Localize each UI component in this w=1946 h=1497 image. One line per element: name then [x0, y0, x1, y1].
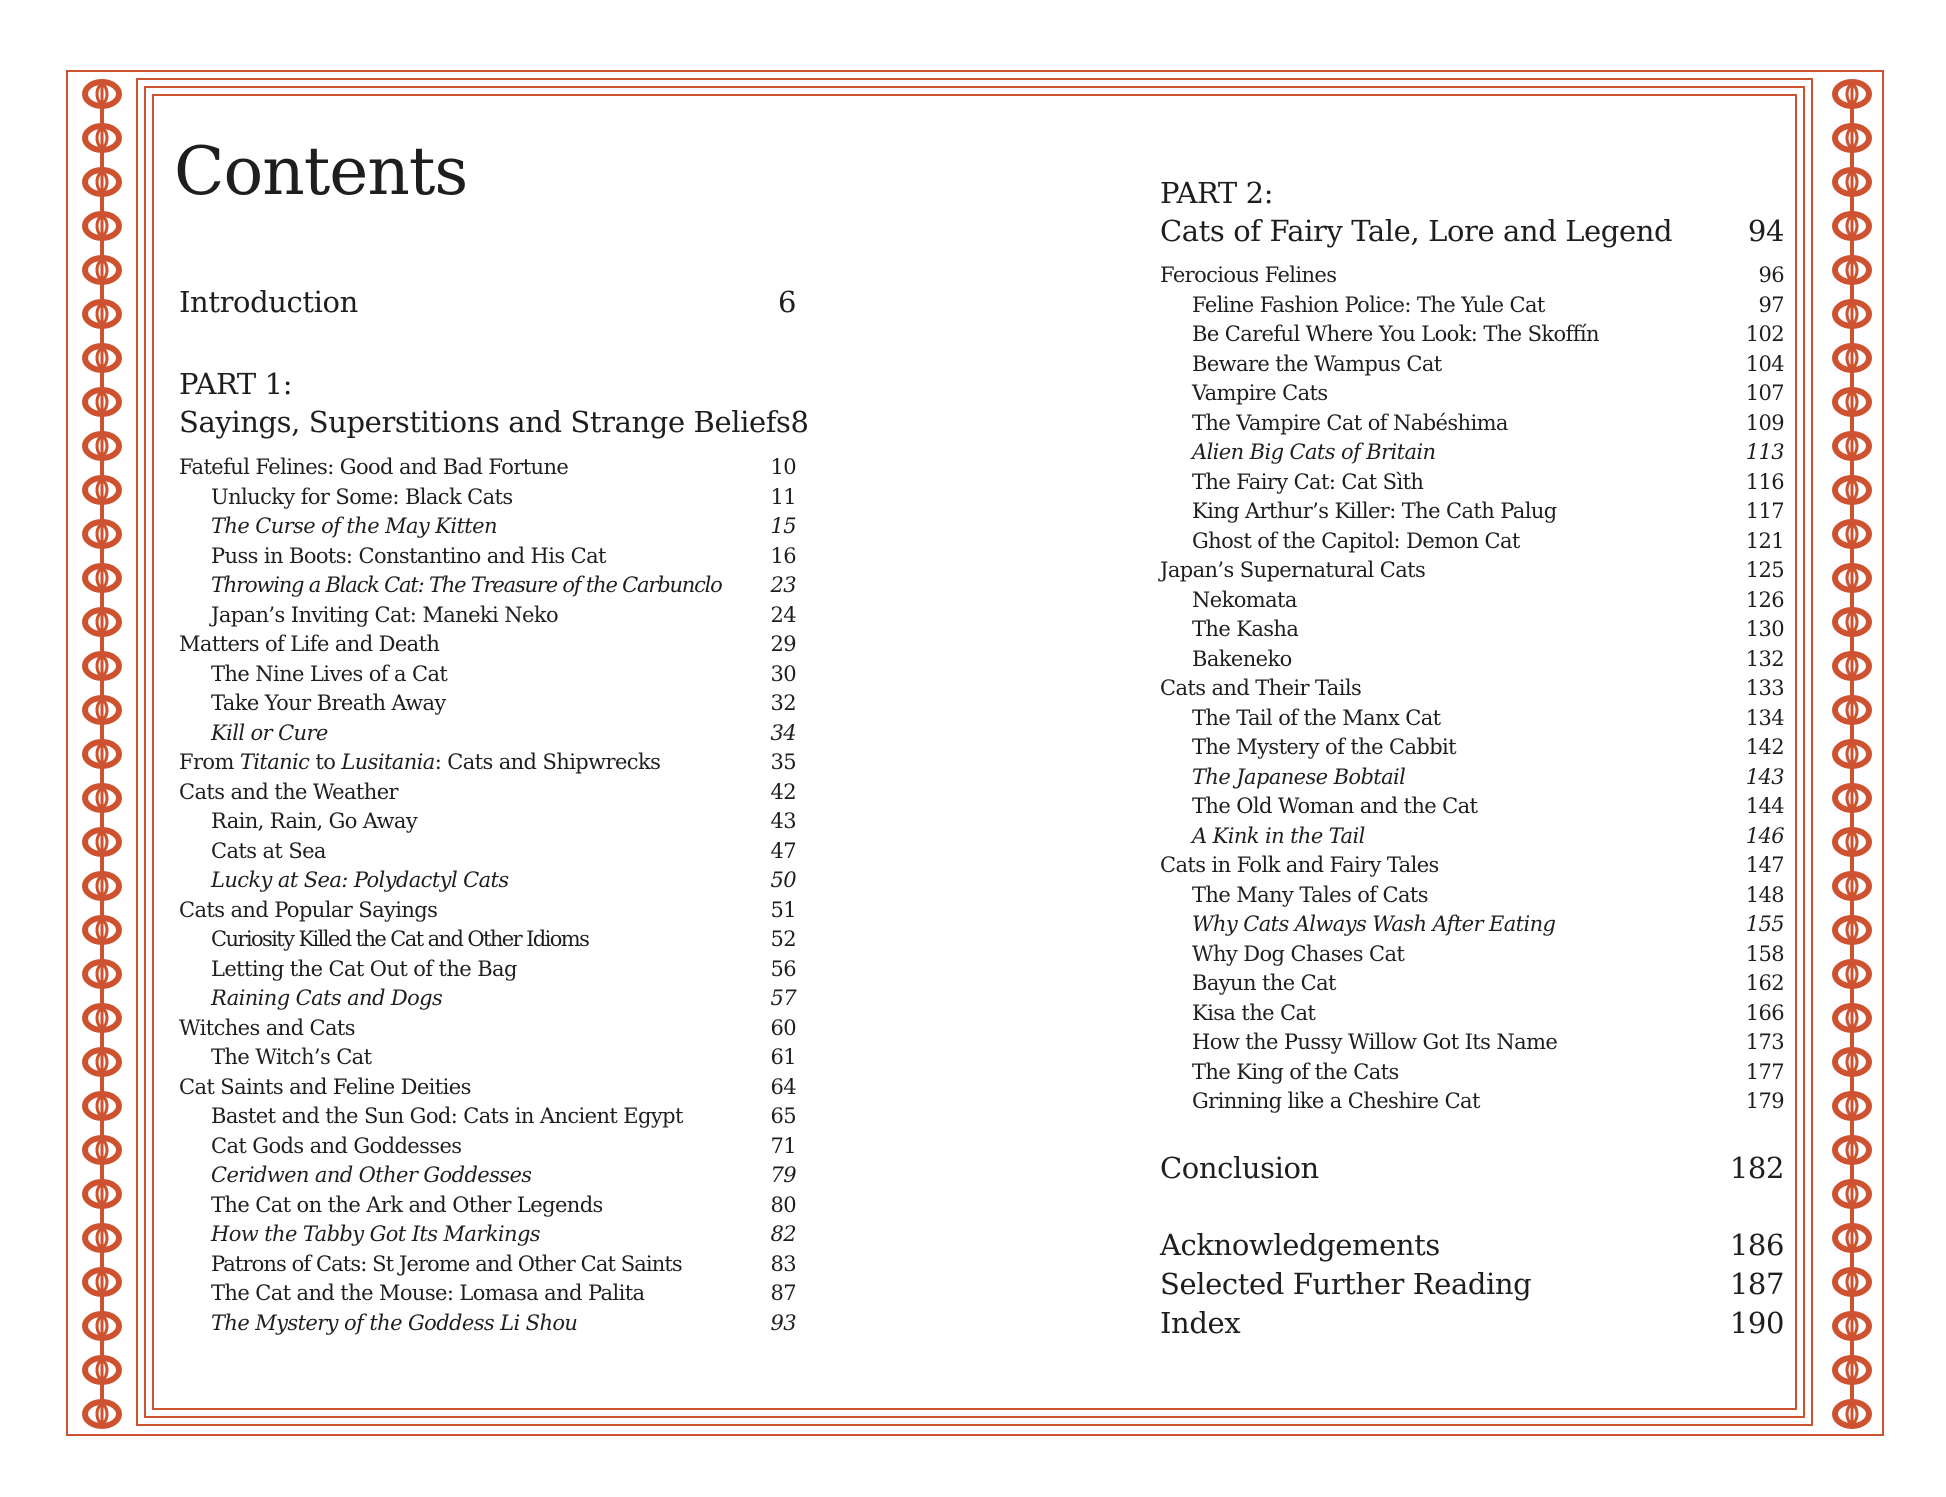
toc-entry-page: 146: [1745, 823, 1784, 848]
toc-part-1-heading[interactable]: [179, 403, 809, 441]
eye-ornament-icon: [85, 698, 119, 740]
toc-entry-title: Puss in Boots: Constantino and His Cat: [211, 543, 606, 568]
toc-entry-title: The Curse of the May Kitten: [211, 514, 497, 538]
part-2-label: PART 2:: [1160, 176, 1274, 210]
toc-entry-title: Cats at Sea: [211, 838, 326, 863]
toc-section[interactable]: [179, 896, 796, 925]
toc-entry-title: The Mystery of the Cabbit: [1192, 735, 1457, 759]
eye-ornament-icon: [85, 1226, 119, 1268]
toc-entry-page: 125: [1745, 558, 1784, 582]
toc-entry-page: 35: [770, 750, 796, 774]
toc-entry-title: Cat Gods and Goddesses: [211, 1133, 462, 1158]
toc-entry-title: How the Pussy Willow Got Its Name: [1192, 1030, 1558, 1054]
toc-subsection[interactable]: [1192, 291, 1784, 320]
eye-ornament-icon: [1835, 918, 1869, 960]
eye-ornament-icon: [1835, 786, 1869, 828]
eye-ornament-icon: [1835, 434, 1869, 476]
toc-entry-title: The Vampire Cat of Nabéshima: [1192, 410, 1508, 435]
eye-ornament-icon: [1835, 1138, 1869, 1180]
toc-entry-page: 52: [770, 927, 796, 951]
eye-ornament-icon: [85, 654, 119, 696]
toc-entry-title: The Mystery of the Goddess Li Shou: [211, 1310, 578, 1335]
toc-entry-page: 61: [770, 1045, 796, 1069]
toc-entry-title: Bayun the Cat: [1192, 971, 1336, 995]
toc-entry-title: The Many Tales of Cats: [1192, 882, 1428, 907]
toc-subsection[interactable]: [211, 483, 796, 512]
toc-feature[interactable]: [211, 1161, 796, 1190]
toc-entry-title: Letting the Cat Out of the Bag: [211, 956, 517, 981]
toc-entry-page: 104: [1745, 351, 1784, 376]
toc-section[interactable]: [1160, 556, 1784, 585]
toc-entry-title: Take Your Breath Away: [211, 691, 446, 715]
part-1-label: PART 1:: [179, 367, 293, 401]
toc-entry-title: The King of the Cats: [1192, 1059, 1399, 1084]
toc-feature[interactable]: [211, 866, 796, 895]
page-title: Contents: [174, 133, 468, 210]
toc-entry-title: The Cat on the Ark and Other Legends: [211, 1192, 603, 1217]
toc-subsection[interactable]: [211, 837, 796, 866]
eye-ornament-icon: [85, 1006, 119, 1048]
toc-index[interactable]: [1160, 1304, 1784, 1342]
toc-entry-title: Alien Big Cats of Britain: [1192, 440, 1436, 464]
eye-ornament-icon: [85, 126, 119, 168]
toc-entry-page: 148: [1745, 882, 1784, 907]
toc-entry-page: 143: [1745, 764, 1784, 789]
toc-entry-page: 109: [1745, 410, 1784, 435]
toc-entry-title: Japan’s Supernatural Cats: [1160, 558, 1426, 582]
toc-subsection[interactable]: [1192, 940, 1784, 969]
eye-ornament-icon: [1835, 170, 1869, 212]
toc-entry-title: King Arthur’s Killer: The Cath Palug: [1192, 499, 1557, 523]
toc-subsection[interactable]: [1192, 615, 1784, 644]
eye-ornament-icon: [1835, 1006, 1869, 1048]
toc-entry-title: Grinning like a Cheshire Cat: [1192, 1089, 1480, 1113]
toc-entry-title: Cats and Popular Sayings: [179, 897, 438, 922]
toc-entry-title: Throwing a Black Cat: The Treasure of the Carbunclo: [211, 573, 722, 597]
toc-further-reading[interactable]: [1160, 1265, 1784, 1303]
toc-entry-page: 24: [770, 602, 796, 627]
toc-entry-page: 83: [770, 1251, 796, 1276]
toc-entry-page: 166: [1745, 1000, 1784, 1025]
toc-entry-page: 42: [770, 779, 796, 804]
toc-subsection[interactable]: [1192, 733, 1784, 762]
toc-entry-title: Why Cats Always Wash After Eating: [1192, 912, 1556, 936]
toc-subsection[interactable]: [211, 601, 796, 630]
toc-section[interactable]: [179, 1073, 796, 1102]
eye-ornament-icon: [85, 522, 119, 564]
eye-ornament-icon: [1835, 346, 1869, 388]
toc-entry-title: Fateful Felines: Good and Bad Fortune: [179, 455, 569, 479]
eye-ornament-icon: [85, 1314, 119, 1356]
toc-entry-title: Introduction: [179, 285, 358, 319]
eye-ornament-icon: [1835, 566, 1869, 608]
toc-entry-page: 130: [1745, 617, 1784, 641]
toc-entry-page: 117: [1745, 499, 1784, 523]
toc-entry-page: 132: [1745, 646, 1784, 671]
toc-subsection[interactable]: [211, 1102, 796, 1131]
toc-subsection[interactable]: [211, 1250, 796, 1279]
eye-ornament-icon: [85, 302, 119, 344]
eye-ornament-icon: [85, 1182, 119, 1224]
eye-ornament-icon: [1835, 214, 1869, 256]
toc-subsection[interactable]: [1192, 379, 1784, 408]
eye-ornament-icon: [85, 830, 119, 872]
toc-entry-title: Feline Fashion Police: The Yule Cat: [1192, 292, 1545, 317]
eye-ornament-icon: [1835, 258, 1869, 300]
eye-ornament-icon: [1835, 874, 1869, 916]
toc-entry-title: Raining Cats and Dogs: [211, 986, 443, 1010]
toc-entry-page: 116: [1745, 469, 1784, 494]
toc-entry-page: 30: [770, 661, 796, 686]
eye-ornament-icon: [1835, 1094, 1869, 1136]
toc-entry-page: 23: [770, 573, 796, 597]
toc-entry-title: Witches and Cats: [179, 1015, 355, 1040]
toc-entry-title: Be Careful Where You Look: The Skoffín: [1192, 322, 1599, 346]
toc-entry-page: 173: [1745, 1030, 1784, 1054]
toc-subsection[interactable]: [1192, 527, 1784, 556]
toc-entry-page: 60: [770, 1015, 796, 1040]
toc-entry-page: 15: [770, 514, 796, 538]
toc-entry-page: 147: [1745, 853, 1784, 877]
toc-entry-title: Japan’s Inviting Cat: Maneki Neko: [211, 602, 558, 627]
toc-entry-page: 113: [1745, 440, 1784, 464]
eye-ornament-strip-left: [70, 72, 134, 1434]
eye-ornament-icon: [1835, 1402, 1869, 1426]
toc-entry-title: Nekomata: [1192, 587, 1297, 612]
eye-ornament-icon: [85, 478, 119, 520]
toc-entry-title: Cats and Their Tails: [1160, 676, 1362, 700]
toc-entry-title: Vampire Cats: [1192, 381, 1328, 405]
toc-title-part: From: [179, 750, 240, 774]
toc-subsection[interactable]: [1192, 792, 1784, 821]
toc-section[interactable]: [1160, 851, 1784, 880]
eye-ornament-icon: [85, 1050, 119, 1092]
toc-entry-page: 79: [770, 1163, 796, 1187]
eye-ornament-icon: [1835, 610, 1869, 652]
eye-ornament-icon: [1835, 1226, 1869, 1268]
eye-ornament-icon: [85, 1270, 119, 1312]
eye-ornament-icon: [85, 1094, 119, 1136]
toc-entry-title: How the Tabby Got Its Markings: [211, 1222, 540, 1246]
eye-ornament-icon: [85, 566, 119, 608]
toc-subsection[interactable]: [211, 542, 796, 571]
eye-ornament-icon: [85, 82, 119, 124]
toc-entry-title: Kisa the Cat: [1192, 1000, 1316, 1025]
toc-section[interactable]: [179, 630, 796, 659]
toc-entry-title: Bastet and the Sun God: Cats in Ancient Egypt: [211, 1104, 683, 1128]
toc-feature[interactable]: [1192, 910, 1784, 939]
toc-subsection[interactable]: [211, 660, 796, 689]
eye-ornament-icon: [1835, 126, 1869, 168]
eye-ornament-icon: [85, 258, 119, 300]
toc-section[interactable]: [1160, 674, 1784, 703]
eye-ornament-icon: [1835, 962, 1869, 1004]
toc-conclusion[interactable]: [1160, 1149, 1784, 1187]
toc-section[interactable]: [179, 778, 796, 807]
toc-entry-title: Bakeneko: [1192, 646, 1292, 671]
toc-feature[interactable]: [211, 1309, 796, 1338]
toc-entry-page: 57: [770, 986, 796, 1010]
toc-entry-page: 187: [1729, 1267, 1784, 1301]
toc-entry-page: 182: [1729, 1151, 1784, 1185]
toc-feature[interactable]: [211, 1220, 796, 1249]
toc-subsection[interactable]: [1192, 1028, 1784, 1057]
toc-section[interactable]: [179, 748, 796, 777]
toc-entry-title: Selected Further Reading: [1160, 1267, 1532, 1301]
toc-subsection[interactable]: [1192, 1087, 1784, 1116]
toc-entry-title: The Kasha: [1192, 617, 1299, 641]
toc-section[interactable]: [179, 453, 796, 482]
toc-subsection[interactable]: [1192, 409, 1784, 438]
eye-ornament-icon: [85, 434, 119, 476]
toc-entry-page: 51: [770, 897, 796, 922]
toc-feature[interactable]: [1192, 822, 1784, 851]
toc-entry-page: 107: [1745, 381, 1784, 405]
toc-title-part: : Cats and Shipwrecks: [434, 750, 661, 774]
toc-entry-page: 32: [770, 691, 796, 715]
toc-title-part: to: [309, 750, 342, 774]
toc-entry-page: 144: [1745, 794, 1784, 818]
eye-ornament-icon: [1835, 522, 1869, 564]
toc-entry-title: The Cat and the Mouse: Lomasa and Palita: [211, 1281, 645, 1305]
toc-entry-page: 65: [770, 1104, 796, 1128]
toc-entry-page: 47: [770, 838, 796, 863]
toc-entry-page: 10: [770, 455, 796, 479]
toc-entry-page: 134: [1745, 705, 1784, 730]
toc-entry-page: 93: [770, 1310, 796, 1335]
toc-entry-page: 71: [770, 1133, 796, 1158]
toc-introduction[interactable]: [179, 283, 796, 321]
toc-subsection[interactable]: [1192, 969, 1784, 998]
eye-ornament-icon: [85, 962, 119, 1004]
toc-feature[interactable]: [211, 512, 796, 541]
toc-subsection[interactable]: [1192, 704, 1784, 733]
toc-entry-page: 177: [1745, 1059, 1784, 1084]
toc-entry-title: The Old Woman and the Cat: [1192, 794, 1478, 818]
toc-acknowledgements[interactable]: [1160, 1226, 1784, 1264]
eye-ornament-icon: [85, 346, 119, 388]
toc-feature[interactable]: [211, 571, 796, 600]
toc-subsection[interactable]: [211, 1132, 796, 1161]
toc-subsection[interactable]: [1192, 1058, 1784, 1087]
toc-entry-page: 142: [1745, 735, 1784, 759]
toc-entry-title: The Nine Lives of a Cat: [211, 661, 448, 686]
toc-entry-page: 179: [1745, 1089, 1784, 1113]
eye-ornament-strip-right: [1820, 72, 1884, 1434]
eye-ornament-icon: [1835, 1050, 1869, 1092]
toc-subsection[interactable]: [1192, 468, 1784, 497]
toc-entry-title: The Witch’s Cat: [211, 1045, 372, 1069]
toc-entry-page: 16: [770, 543, 796, 568]
toc-entry-page: 186: [1729, 1228, 1784, 1262]
toc-entry-title: Rain, Rain, Go Away: [211, 809, 418, 833]
eye-ornament-icon: [1835, 1270, 1869, 1312]
toc-entry-title: Cats and the Weather: [179, 779, 398, 804]
eye-ornament-icon: [1835, 830, 1869, 872]
toc-entry-title: The Fairy Cat: Cat Sìth: [1192, 469, 1424, 494]
toc-entry-page: 97: [1758, 292, 1784, 317]
toc-entry-title: Patrons of Cats: St Jerome and Other Cat Saints: [211, 1251, 682, 1276]
eye-ornament-icon: [85, 1358, 119, 1400]
eye-ornament-icon: [1835, 1358, 1869, 1400]
toc-entry-title: Curiosity Killed the Cat and Other Idioms: [211, 927, 589, 951]
toc-entry-page: 6: [777, 285, 796, 319]
toc-part-page: 94: [1747, 214, 1784, 248]
eye-ornament-icon: [1835, 302, 1869, 344]
toc-entry-page: 133: [1745, 676, 1784, 700]
toc-entry-title: Acknowledgements: [1160, 1228, 1440, 1262]
ship-name-lusitania: Lusitania: [341, 750, 435, 774]
toc-entry-title: Matters of Life and Death: [179, 632, 440, 656]
toc-entry-page: 121: [1745, 528, 1784, 553]
right-ornament-strip: [1820, 72, 1884, 1434]
eye-ornament-icon: [1835, 390, 1869, 432]
toc-entry-page: 82: [770, 1222, 796, 1246]
eye-ornament-icon: [1835, 654, 1869, 696]
toc-subsection[interactable]: [1192, 497, 1784, 526]
toc-entry-title: Why Dog Chases Cat: [1192, 941, 1405, 966]
toc-entry-page: 11: [770, 484, 796, 509]
toc-entry-title: The Tail of the Manx Cat: [1192, 705, 1441, 730]
toc-subsection[interactable]: [211, 1043, 796, 1072]
eye-ornament-icon: [85, 742, 119, 784]
toc-subsection[interactable]: [211, 925, 796, 954]
toc-section[interactable]: [1160, 261, 1784, 290]
eye-ornament-icon: [1835, 698, 1869, 740]
toc-subsection[interactable]: [211, 807, 796, 836]
eye-ornament-icon: [85, 214, 119, 256]
toc-entry-title: Kill or Cure: [211, 720, 328, 745]
toc-entry-title: Beware the Wampus Cat: [1192, 351, 1442, 376]
toc-entry-title: Ghost of the Capitol: Demon Cat: [1192, 528, 1520, 553]
toc-entry-title: Lucky at Sea: Polydactyl Cats: [211, 868, 509, 892]
toc-entry-title: Ceridwen and Other Goddesses: [211, 1163, 532, 1187]
toc-part-title: Cats of Fairy Tale, Lore and Legend: [1160, 214, 1673, 248]
toc-entry-title: Cat Saints and Feline Deities: [179, 1074, 471, 1099]
toc-part-title: Sayings, Superstitions and Strange Beliefs: [179, 405, 791, 439]
eye-ornament-icon: [1835, 82, 1869, 124]
toc-entry-page: 190: [1729, 1306, 1784, 1340]
toc-entry-title: Conclusion: [1160, 1151, 1319, 1185]
eye-ornament-icon: [85, 874, 119, 916]
toc-subsection[interactable]: [211, 1279, 796, 1308]
toc-entry-page: 155: [1745, 912, 1784, 936]
toc-subsection[interactable]: [1192, 881, 1784, 910]
toc-entry-page: 87: [770, 1281, 796, 1305]
toc-entry-page: 158: [1745, 941, 1784, 966]
toc-subsection[interactable]: [1192, 586, 1784, 615]
toc-entry-page: 43: [770, 809, 796, 833]
toc-entry-page: 64: [770, 1074, 796, 1099]
toc-entry-page: 29: [770, 632, 796, 656]
eye-ornament-icon: [1835, 1182, 1869, 1224]
toc-part-page: 8: [790, 405, 809, 439]
toc-feature[interactable]: [211, 984, 796, 1013]
eye-ornament-icon: [85, 786, 119, 828]
eye-ornament-icon: [1835, 478, 1869, 520]
toc-entry-page: 162: [1745, 971, 1784, 995]
toc-feature[interactable]: [1192, 438, 1784, 467]
toc-part-2-heading[interactable]: [1160, 212, 1784, 250]
toc-entry-page: 96: [1758, 263, 1784, 287]
toc-subsection[interactable]: [1192, 320, 1784, 349]
toc-entry-title: A Kink in the Tail: [1192, 823, 1365, 848]
eye-ornament-icon: [85, 390, 119, 432]
toc-entry-title: Index: [1160, 1306, 1241, 1340]
toc-feature[interactable]: [211, 719, 796, 748]
toc-feature[interactable]: [1192, 763, 1784, 792]
eye-ornament-icon: [85, 1402, 119, 1426]
eye-ornament-icon: [85, 918, 119, 960]
toc-entry-page: 80: [770, 1192, 796, 1217]
eye-ornament-icon: [85, 610, 119, 652]
toc-entry-page: 102: [1745, 322, 1784, 346]
toc-entry-page: 56: [770, 956, 796, 981]
ship-name-titanic: Titanic: [239, 750, 310, 774]
toc-subsection[interactable]: [211, 955, 796, 984]
toc-subsection[interactable]: [211, 1191, 796, 1220]
toc-entry-title: Cats in Folk and Fairy Tales: [1160, 853, 1439, 877]
eye-ornament-icon: [1835, 1314, 1869, 1356]
toc-subsection[interactable]: [211, 689, 796, 718]
toc-subsection[interactable]: [1192, 645, 1784, 674]
toc-subsection[interactable]: [1192, 999, 1784, 1028]
eye-ornament-icon: [85, 170, 119, 212]
toc-entry-title: Ferocious Felines: [1160, 263, 1337, 287]
toc-subsection[interactable]: [1192, 350, 1784, 379]
toc-entry-page: 34: [770, 720, 796, 745]
left-ornament-strip: [70, 72, 134, 1434]
toc-section[interactable]: [179, 1014, 796, 1043]
eye-ornament-icon: [85, 1138, 119, 1180]
toc-entry-title: [179, 748, 660, 777]
toc-entry-page: 50: [770, 868, 796, 892]
toc-entry-page: 126: [1745, 587, 1784, 612]
eye-ornament-icon: [1835, 742, 1869, 784]
toc-entry-title: Unlucky for Some: Black Cats: [211, 484, 513, 509]
toc-entry-title: The Japanese Bobtail: [1192, 764, 1406, 789]
